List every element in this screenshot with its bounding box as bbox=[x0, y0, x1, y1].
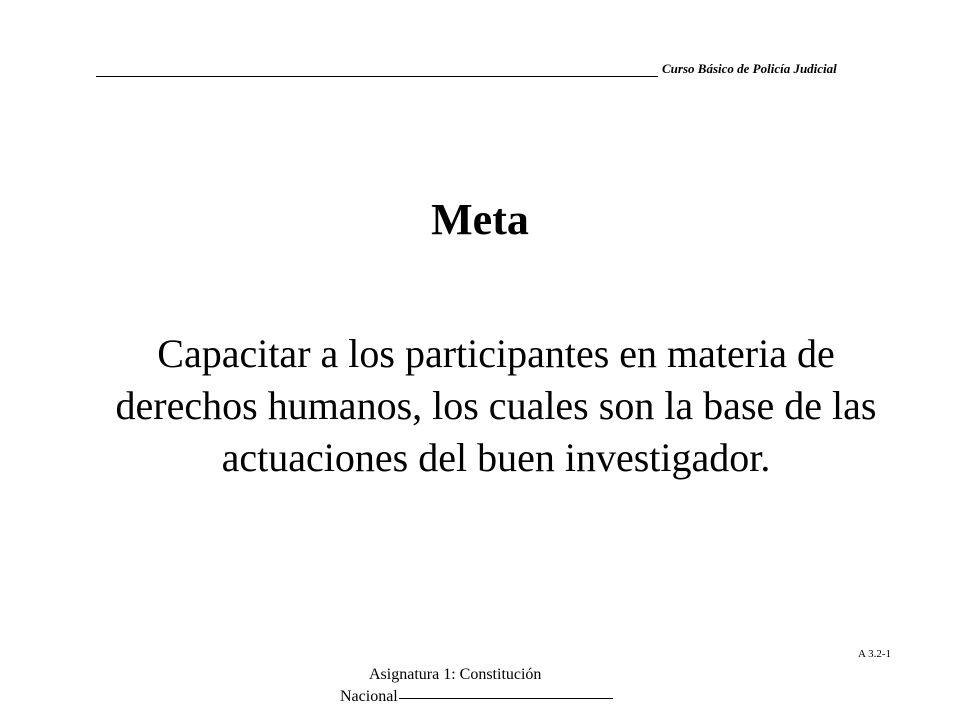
footer-subject-line1: Asignatura 1: Constitución bbox=[369, 666, 542, 683]
header-rule bbox=[96, 76, 658, 77]
header-course-title: Curso Básico de Policía Judicial bbox=[662, 61, 837, 76]
footer-subject-line2-wrap bbox=[340, 686, 613, 708]
footer-subject-line2: Nacional bbox=[340, 688, 398, 705]
page-code: A 3.2-1 bbox=[858, 648, 891, 660]
footer-underline bbox=[399, 698, 613, 699]
footer-subject bbox=[340, 664, 613, 708]
slide-title: Meta bbox=[431, 195, 529, 244]
goal-text: Capacitar a los participantes en materia de derechos humanos, los cuales son la base de las actuaciones del buen investigador. bbox=[115, 331, 877, 480]
